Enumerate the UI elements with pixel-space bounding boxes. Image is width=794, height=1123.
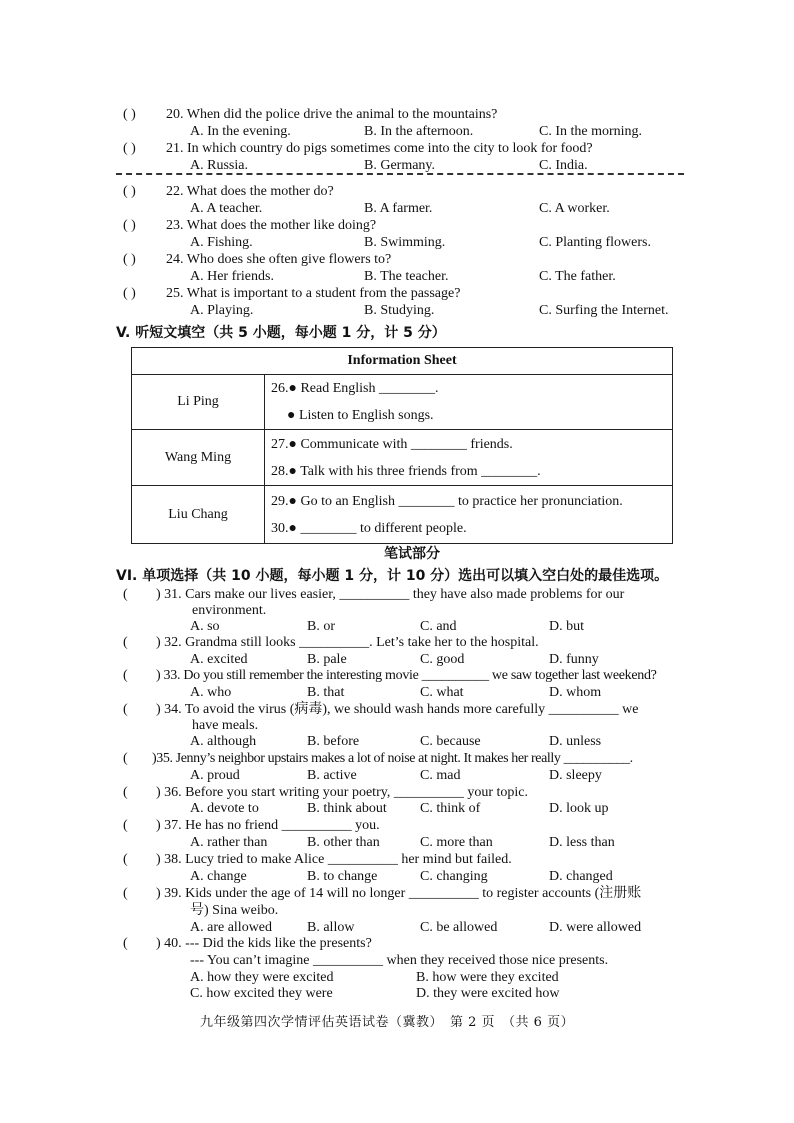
option-31-b: B. or — [307, 619, 335, 634]
item-27: 27.● Communicate with ________ friends. — [271, 436, 513, 452]
answer-bracket-20: ( ) — [123, 107, 136, 122]
option-39-b: B. allow — [307, 920, 355, 935]
question-23: 23. What does the mother like doing? — [166, 218, 377, 233]
item-listen-songs: ● Listen to English songs. — [287, 408, 434, 423]
option-22-b: B. A farmer. — [364, 201, 433, 216]
item-26: 26.● Read English ________. — [271, 381, 439, 396]
option-36-c: C. think of — [420, 801, 481, 816]
question-36: ) 36. Before you start writing your poetry, __________ your topic. — [156, 785, 528, 800]
item-30: 30.● ________ to different people. — [271, 520, 467, 536]
option-39-a: A. are allowed — [190, 920, 273, 935]
answer-bracket-24: ( ) — [123, 252, 136, 267]
option-33-d: D. whom — [549, 685, 602, 700]
question-32: ) 32. Grandma still looks __________. Let’s take her to the hospital. — [156, 635, 539, 650]
question-31-cont: environment. — [192, 603, 267, 618]
answer-bracket-32: ( — [123, 635, 128, 650]
option-25-c: C. Surfing the Internet. — [539, 303, 669, 318]
answer-bracket-36: ( — [123, 785, 128, 800]
answer-bracket-34: ( — [123, 702, 128, 717]
option-35-b: B. active — [307, 768, 357, 783]
written-part-heading: 笔试部分 — [384, 546, 440, 562]
liu-chang-items — [265, 486, 673, 544]
answer-bracket-35: ( — [123, 751, 128, 766]
option-20-b: B. In the afternoon. — [364, 124, 474, 139]
name-wang-ming: Wang Ming — [132, 430, 265, 486]
option-24-b: B. The teacher. — [364, 269, 449, 284]
answer-bracket-21: ( ) — [123, 141, 136, 156]
question-37: ) 37. He has no friend __________ you. — [156, 818, 380, 833]
option-37-c: C. more than — [420, 835, 493, 850]
dashed-separator — [116, 173, 684, 175]
option-35-a: A. proud — [190, 768, 240, 783]
question-20: 20. When did the police drive the animal to the mountains? — [166, 107, 498, 122]
option-25-a: A. Playing. — [190, 303, 254, 318]
section-5-title: V. 听短文填空（共 5 小题，每小题 1 分，计 5 分） — [116, 325, 446, 341]
question-22: 22. What does the mother do? — [166, 184, 334, 199]
option-40-a: A. how they were excited — [190, 970, 334, 985]
option-34-c: C. because — [420, 734, 481, 749]
option-25-b: B. Studying. — [364, 303, 435, 318]
option-32-a: A. excited — [190, 652, 248, 667]
option-36-b: B. think about — [307, 801, 387, 816]
question-25: 25. What is important to a student from the passage? — [166, 286, 461, 301]
question-21: 21. In which country do pigs sometimes come into the city to look for food? — [166, 141, 593, 156]
option-37-a: A. rather than — [190, 835, 268, 850]
option-21-c: C. India. — [539, 158, 588, 173]
question-34: ) 34. To avoid the virus (病毒), we should wash hands more carefully __________ we — [156, 702, 639, 717]
name-liu-chang: Liu Chang — [132, 486, 265, 544]
option-35-c: C. mad — [420, 768, 461, 783]
option-20-c: C. In the morning. — [539, 124, 643, 139]
option-36-d: D. look up — [549, 801, 609, 816]
option-21-a: A. Russia. — [190, 158, 248, 173]
question-40-dialog: --- You can’t imagine __________ when they received those nice presents. — [190, 953, 609, 968]
option-31-a: A. so — [190, 619, 220, 634]
option-33-b: B. that — [307, 685, 345, 700]
option-22-c: C. A worker. — [539, 201, 610, 216]
option-20-a: A. In the evening. — [190, 124, 291, 139]
option-40-c: C. how excited they were — [190, 986, 333, 1001]
item-28: 28.● Talk with his three friends from ________. — [271, 463, 541, 479]
question-35: )35. Jenny’s neighbor upstairs makes a lot of noise at night. It makes her really __________. — [152, 751, 633, 766]
question-33: ) 33. Do you still remember the interesting movie __________ we saw together last weekend? — [156, 668, 657, 683]
option-32-d: D. funny — [549, 652, 599, 667]
answer-bracket-25: ( ) — [123, 286, 136, 301]
answer-bracket-38: ( — [123, 852, 128, 867]
information-sheet-table — [131, 347, 673, 544]
question-34-cont: have meals. — [192, 718, 259, 733]
li-ping-items — [265, 375, 673, 430]
option-31-d: D. but — [549, 619, 584, 634]
question-39: ) 39. Kids under the age of 14 will no longer __________ to register accounts (注册账 — [156, 886, 642, 901]
option-34-a: A. although — [190, 734, 257, 749]
section-6-title: VI. 单项选择（共 10 小题，每小题 1 分，计 10 分）选出可以填入空白处的最佳选项。 — [116, 568, 669, 584]
question-40: ) 40. --- Did the kids like the presents? — [156, 936, 372, 951]
option-23-c: C. Planting flowers. — [539, 235, 651, 250]
option-32-c: C. good — [420, 652, 465, 667]
page-footer: 九年级第四次学情评估英语试卷（冀教） 第 2 页 （共 6 页） — [200, 1015, 575, 1030]
option-40-b: B. how were they excited — [416, 970, 559, 985]
option-24-a: A. Her friends. — [190, 269, 274, 284]
name-li-ping: Li Ping — [132, 375, 265, 430]
option-32-b: B. pale — [307, 652, 347, 667]
answer-bracket-33: ( — [123, 668, 128, 683]
answer-bracket-37: ( — [123, 818, 128, 833]
option-38-b: B. to change — [307, 869, 378, 884]
option-33-a: A. who — [190, 685, 232, 700]
option-34-d: D. unless — [549, 734, 602, 749]
option-38-d: D. changed — [549, 869, 613, 884]
option-31-c: C. and — [420, 619, 457, 634]
option-34-b: B. before — [307, 734, 360, 749]
information-sheet-title: Information Sheet — [132, 348, 673, 375]
answer-bracket-39: ( — [123, 886, 128, 901]
option-39-c: C. be allowed — [420, 920, 498, 935]
wang-ming-items — [265, 430, 673, 486]
question-39-cont: 号) Sina weibo. — [190, 903, 279, 918]
question-24: 24. Who does she often give flowers to? — [166, 252, 392, 267]
option-36-a: A. devote to — [190, 801, 259, 816]
answer-bracket-22: ( ) — [123, 184, 136, 199]
answer-bracket-31: ( — [123, 587, 128, 602]
answer-bracket-23: ( ) — [123, 218, 136, 233]
option-23-a: A. Fishing. — [190, 235, 253, 250]
option-39-d: D. were allowed — [549, 920, 642, 935]
option-38-c: C. changing — [420, 869, 488, 884]
option-40-d: D. they were excited how — [416, 986, 560, 1001]
option-23-b: B. Swimming. — [364, 235, 446, 250]
question-38: ) 38. Lucy tried to make Alice __________ her mind but failed. — [156, 852, 512, 867]
option-37-d: D. less than — [549, 835, 615, 850]
option-21-b: B. Germany. — [364, 158, 436, 173]
option-22-a: A. A teacher. — [190, 201, 263, 216]
option-37-b: B. other than — [307, 835, 380, 850]
option-33-c: C. what — [420, 685, 464, 700]
item-29: 29.● Go to an English ________ to practice her pronunciation. — [271, 493, 623, 509]
option-35-d: D. sleepy — [549, 768, 602, 783]
question-31: ) 31. Cars make our lives easier, __________ they have also made problems for our — [156, 587, 625, 602]
answer-bracket-40: ( — [123, 936, 128, 951]
option-24-c: C. The father. — [539, 269, 616, 284]
option-38-a: A. change — [190, 869, 247, 884]
